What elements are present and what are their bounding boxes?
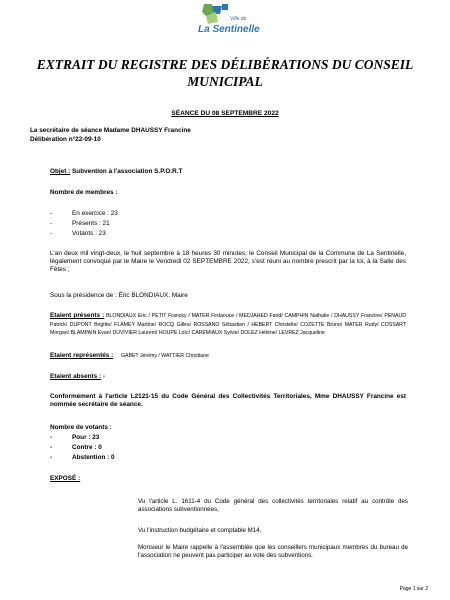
object-text: Subvention à l'association S.P.O.R.T bbox=[70, 168, 183, 175]
vote-value: Contre : 0 bbox=[72, 444, 102, 451]
members-value: Présents : 21 bbox=[72, 220, 110, 227]
expose-heading: EXPOSÉ : bbox=[50, 475, 81, 482]
intro-paragraph: L'an deux mil vingt-deux, le huit septembre à 18 heures 30 minutes, le Conseil Municipal de la Commune de La Sentinelle, légalement convoqué par le Maire le Vendredi 02 SEPTEMBRE 2022, s'est réuni au nombre prescrit par la loi, à la Salle des Fêtes ; bbox=[50, 250, 406, 274]
present-block bbox=[50, 312, 406, 338]
vote-value: Abstention : 0 bbox=[72, 454, 115, 461]
members-item bbox=[50, 230, 106, 238]
represented-line bbox=[50, 352, 209, 360]
members-item bbox=[50, 220, 110, 228]
document-title: EXTRAIT DU REGISTRE DES DÉLIBÉRATIONS DU CONSEIL MUNICIPAL bbox=[36, 57, 414, 89]
absent-line bbox=[50, 373, 105, 381]
logo-line2: La Sentinelle bbox=[198, 24, 260, 35]
body-paragraph: Vu l'instruction budgétaire et comptable M14, bbox=[138, 527, 262, 534]
bullet: - bbox=[50, 230, 53, 237]
members-heading: Nombre de membres : bbox=[50, 189, 118, 196]
conformement-paragraph: Conformément à l'article L2121-15 du Code Général des Collectivités Territoriales, Mme DHAUSSY Francine est nommée secrétaire de séance. bbox=[50, 393, 406, 409]
absent-value: - bbox=[101, 373, 106, 380]
represented-names: GABET Jérémy / WATTIER Christiane bbox=[121, 353, 209, 359]
presidency-line: Sous la présidence de : Éric BLONDIAUX, Maire bbox=[50, 292, 188, 299]
members-item bbox=[50, 210, 118, 218]
bullet: - bbox=[50, 220, 53, 227]
bullet: - bbox=[50, 210, 53, 217]
vote-item bbox=[50, 434, 99, 442]
bullet: - bbox=[50, 454, 53, 461]
session-date: SÉANCE DU 08 SEPTEMBRE 2022 bbox=[171, 110, 279, 117]
deliberation-number: Délibération n°22-09-10 bbox=[30, 136, 101, 143]
present-label: Etaient présents : bbox=[50, 312, 105, 319]
logo-line1: Ville de bbox=[230, 16, 247, 22]
members-value: Votants : 23 bbox=[72, 230, 106, 237]
object-label: Objet : bbox=[50, 168, 71, 175]
object-line bbox=[50, 168, 182, 176]
body-paragraph: Vu l'article L. 1611-4 du Code général des collectivités territoriales relatif au contrôle des associations subventionnées, bbox=[138, 498, 408, 514]
represented-label: Etaient représentés : bbox=[50, 352, 114, 359]
votes-heading: Nombre de votants : bbox=[50, 424, 112, 431]
vote-item bbox=[50, 444, 102, 452]
present-names: BLONDIAUX Eric / PETIT Francky / MATER Firdaouce / MEDJAHED Farid/ CAMPHIN Nathalie / DHAUSSY Francine/ PENAUD Patrick/ DUPONT Brigitte/ FLAMEY Martine/ ROCQ Gilles/ ROSSANO Sébastien / HEBERT Christelle/ COZETTE Bruno/ MATER Rudy/ COSSART Morgan/ BLAMPAIN Evan/ DUVIVIER Laurent/ HOUPE Loïc/ CAREMIAUX Sylvie/ DOLEZ Hélène/ LEVREZ Jacqueline bbox=[50, 313, 407, 337]
town-logo bbox=[192, 2, 260, 42]
body-paragraph: Monsieur le Maire rappelle à l'assemblée que les conseillers municipaux membres du bureau de l'association ne peuvent pas participer au vote des subventions. bbox=[138, 544, 408, 560]
absent-label: Etaient absents : bbox=[50, 373, 102, 380]
vote-value: Pour : 23 bbox=[72, 434, 100, 441]
members-value: En exercice : 23 bbox=[72, 210, 118, 217]
secretary-line: La secrétaire de séance Madame DHAUSSY Francine bbox=[30, 127, 191, 134]
page-number: Page 1 sur 2 bbox=[399, 586, 428, 592]
bullet: - bbox=[50, 444, 53, 451]
logo-emblem bbox=[192, 2, 260, 42]
vote-item bbox=[50, 454, 115, 462]
bullet: - bbox=[50, 434, 53, 441]
